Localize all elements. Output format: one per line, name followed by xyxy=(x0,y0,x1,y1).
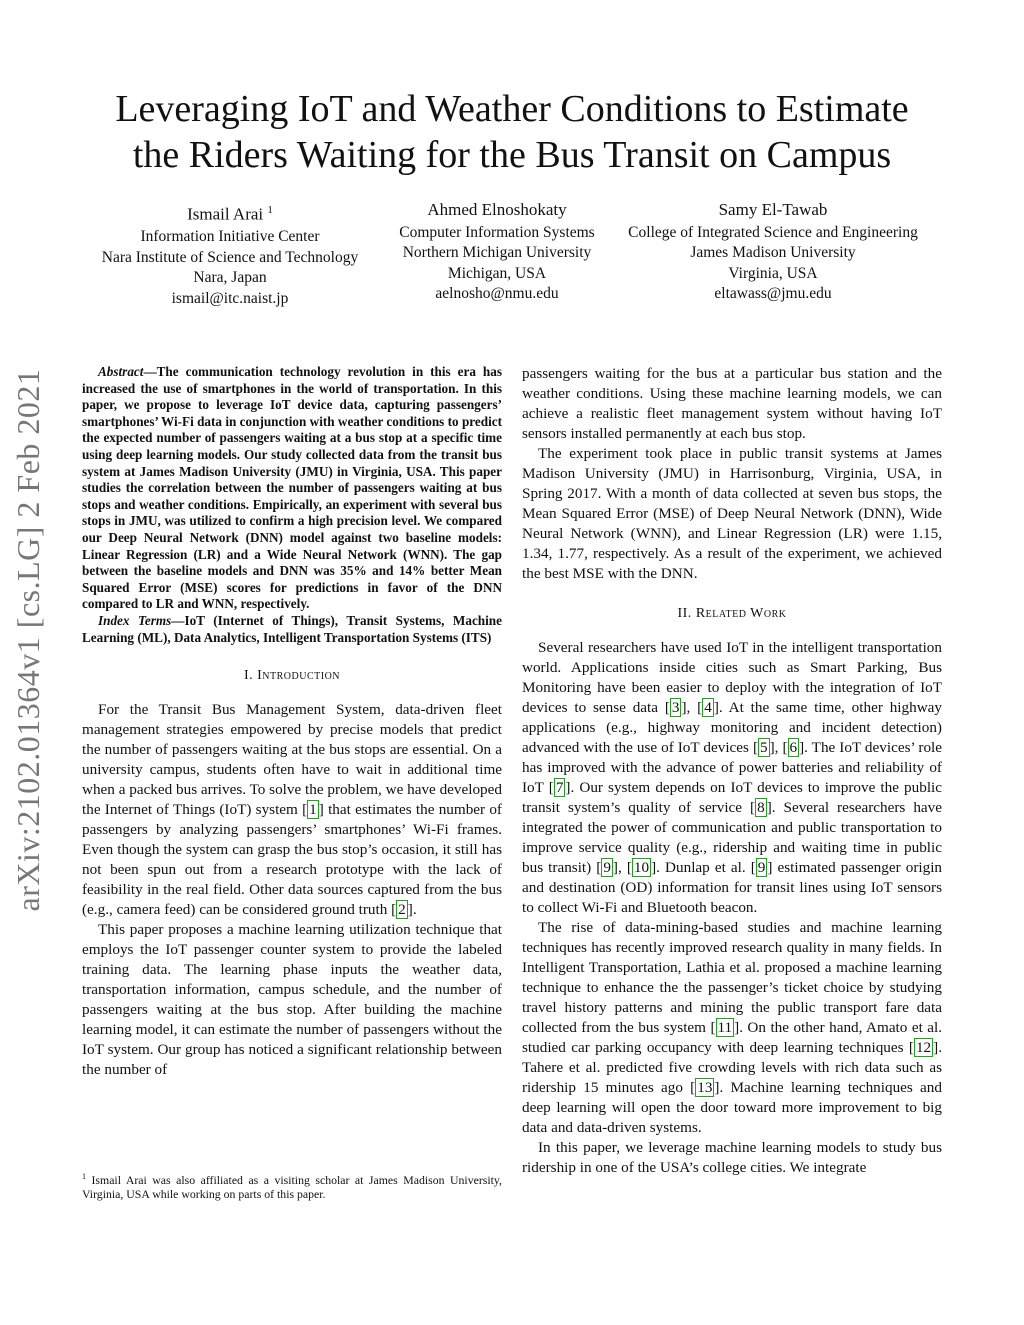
author-3-email: eltawass@jmu.edu xyxy=(714,285,832,302)
citation-link[interactable]: 1 xyxy=(309,801,317,819)
citation-link[interactable]: 7 xyxy=(555,779,564,796)
author-2-affiliation: Computer Information Systems xyxy=(399,223,595,241)
index-terms-text: —IoT (Internet of Things), Transit Systems, Machine Learning (ML), Data Analytics, Intelligent Transportation Systems (ITS) xyxy=(82,612,502,645)
author-2-name: Ahmed Elnoshokaty xyxy=(427,200,567,219)
related-paragraph-1: Several researchers have used IoT in the intelligent transportation world. Applications inside cities such as Smart Parking, Bus Monitoring have been easier to deploy with the integration of IoT devices to sense data [ 3 ], [ 4 ]. At the same time, other highway applications (e.g., highway monitoring and incident detection) advanced with the use of IoT devices [ 5 ], [ 6 ]. The IoT devices’ role has improved with the advance of power batteries and reliability of IoT [ 7 ]. Our system depends on IoT devices to improve the public transit system’s quality of service [ 8 ]. Several researchers have integrated the power of communication and public transportation to improve service quality (e.g., ridership and waiting time in public bus transit) [ 9 ], [ 10 ]. Dunlap et al. [ 9 ] estimated passenger origin and destination (OD) information for transit lines using IoT sensors to collect Wi-Fi and Bluetooth beacon. xyxy=(522,639,943,916)
author-3-affiliation: College of Integrated Science and Engineering xyxy=(628,223,918,241)
author-1-footnote-mark: 1 xyxy=(267,204,273,216)
author-3-name: Samy El-Tawab xyxy=(718,200,828,219)
right-column xyxy=(522,364,942,1178)
author-3-institution: James Madison University xyxy=(690,244,856,261)
section-heading-related-work: II. Related Work xyxy=(677,606,787,621)
paper-title xyxy=(60,86,964,178)
citation-link[interactable]: 5 xyxy=(760,739,768,756)
footnote-mark: 1 xyxy=(82,1172,86,1181)
related-paragraph-2: The rise of data-mining-based studies and machine learning techniques has recently improved research quality in many fields. In Intelligent Transportation, Lathia et al. proposed a machine learning technique to enhance the the passenger’s ticket choice by studying travel history patterns and mining the public transport fare data collected from the bus system [ 11 ]. On the other hand, Amato et al. studied car parking occupancy with deep learning techniques [ 12 ]. Tahere et al. predicted five crowding levels with rich data such as ridership 15 minutes ago [ 13 ]. Machine learning techniques and deep learning will open the door toward more improvement to big data and data-driven systems. xyxy=(522,919,942,1136)
intro-paragraph-2-continued: passengers waiting for the bus at a particular bus station and the weather conditions. Using these machine learning models, we can achieve a realistic fleet management system without having IoT sensors installed permanently at each bus stop. xyxy=(522,365,942,442)
citation-link[interactable]: 9 xyxy=(757,859,766,876)
author-1-affiliation: Information Initiative Center xyxy=(140,228,320,246)
author-2-email: aelnosho@nmu.edu xyxy=(435,285,559,302)
author-2 xyxy=(386,200,608,305)
intro-paragraph-1: For the Transit Bus Management System, data-driven fleet management strategies empowered by precise models that predict the number of passengers waiting at the bus stops are essential. On a university campus, students often have to wait in additional time when a packed bus arrives. To solve the problem, we have developed the Internet of Things (IoT) system [ 1 ] that estimates the number of passengers by analyzing passengers’ smartphones’ Wi-Fi frames. Even though the system can grasp the bus stop’s occasion, it still has not been spun out from a research prototype with the lack of feasibility in the real field. Other data sources captured from the bus (e.g., camera feed) can be considered ground truth [ 2 ]. xyxy=(82,701,502,919)
citation-link[interactable]: 8 xyxy=(757,799,765,816)
citation-link[interactable]: 12 xyxy=(915,1039,932,1056)
title-line-2: the Riders Waiting for the Bus Transit on Campus xyxy=(132,134,892,176)
author-2-institution: Northern Michigan University xyxy=(402,244,592,261)
author-1-email: ismail@itc.naist.jp xyxy=(171,289,289,307)
author-2-location: Michigan, USA xyxy=(447,264,547,282)
title-line-1: Leveraging IoT and Weather Conditions to Estimate xyxy=(115,88,909,130)
intro-paragraph-2: This paper proposes a machine learning utilization technique that employs the IoT passenger counter system to provide the labeled training data. The learning phase inputs the weather data, transportation information, campus schedule, and the number of passengers waiting at the bus stop. After building the machine learning model, it can estimate the number of passengers without the IoT system. Our group has noticed a significant relationship between the number of xyxy=(82,921,502,1079)
left-column xyxy=(82,364,502,1080)
author-1 xyxy=(82,200,378,309)
related-paragraph-3: In this paper, we leverage machine learning models to study bus ridership in one of the USA’s college cities. We integrate xyxy=(522,1139,942,1176)
citation-link[interactable]: 4 xyxy=(704,699,712,716)
author-3-location: Virginia, USA xyxy=(728,264,818,282)
section-heading-introduction: I. Introduction xyxy=(243,668,341,684)
citation-link[interactable]: 11 xyxy=(717,1019,733,1036)
footnote-text: Ismail Arai was also affiliated as a visiting scholar at James Madison University, Virginia, USA while working on parts of this paper. xyxy=(82,1172,503,1202)
citation-link[interactable]: 6 xyxy=(789,739,798,756)
citation-link[interactable]: 10 xyxy=(633,859,650,876)
citation-link[interactable]: 9 xyxy=(603,859,611,876)
arxiv-sidebar-id: arXiv:2102.01364v1 [cs.LG] 2 Feb 2021 xyxy=(10,368,46,912)
index-terms-label: Index Terms xyxy=(98,612,172,628)
author-3 xyxy=(612,200,934,305)
abstract xyxy=(82,364,502,613)
author-1-location: Nara, Japan xyxy=(193,269,267,287)
abstract-text: —The communication technology revolution in this era has increased the use of smartphones in the world of transportation. In this paper, we propose to leverage IoT device data, capturing passengers’ smartphones’ Wi-Fi data in conjunction with weather conditions to predict the expected number of passengers waiting at a bus stop at a specific time using deep learning models. Our study collected data from the transit bus system at James Madison University (JMU) in Virginia, USA. This paper studies the correlation between the number of passengers waiting at bus stops and weather conditions. Empirically, an experiment with several bus stops in JMU, was utilized to confirm a high precision level. We compared our Deep Neural Network (DNN) model against two baseline models: Linear Regression (LR) and a Wide Neural Network (WNN). The gap between the baseline models and DNN was 35% and 14% better Mean Squared Error (MSE) scores for predictions in favor of the DNN compared to LR and WNN, respectively. xyxy=(82,364,502,612)
author-1-name: Ismail Arai xyxy=(187,204,264,224)
abstract-label: Abstract xyxy=(98,364,144,379)
citation-link[interactable]: 2 xyxy=(398,901,406,919)
index-terms xyxy=(82,613,502,646)
citation-link[interactable]: 3 xyxy=(671,699,680,716)
footnote xyxy=(82,1170,502,1202)
author-1-institution: Nara Institute of Science and Technology xyxy=(101,248,359,266)
citation-link[interactable]: 13 xyxy=(697,1079,713,1096)
intro-paragraph-3: The experiment took place in public transit systems at James Madison University (JMU) in Harrisonburg, Virginia, USA, in Spring 2017. With a month of data collected at seven bus stops, the Mean Squared Error (MSE) of Deep Neural Network (DNN), Wide Neural Network (WNN), and Linear Regression (LR) were 1.15, 1.34, 1.77, respectively. As a result of the experiment, we achieved the best MSE with the DNN. xyxy=(522,445,942,582)
